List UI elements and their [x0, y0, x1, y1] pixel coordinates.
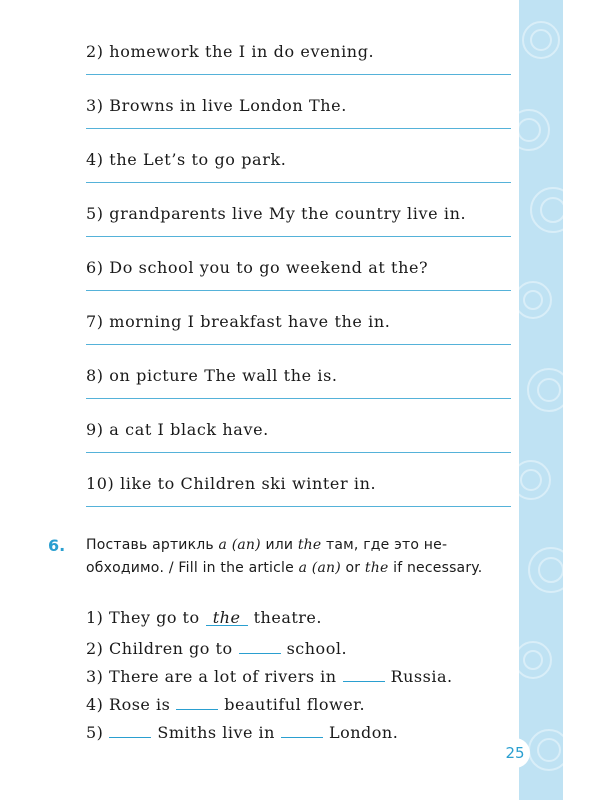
scrambled-sentence: 2) homework the I in do evening. — [86, 42, 375, 61]
scrambled-sentence: 4) the Let’s to go park. — [86, 150, 287, 169]
instruction-article: a — [298, 560, 308, 576]
answer-line[interactable] — [86, 290, 511, 291]
article-blank[interactable] — [281, 720, 323, 738]
scrambled-sentence: 6) Do school you to go weekend at the? — [86, 258, 429, 277]
instruction-text: if necessary. — [388, 560, 483, 576]
instruction-article: the — [364, 560, 389, 576]
item-text: school. — [286, 639, 348, 658]
item-number: 1) — [86, 608, 104, 627]
answer-line[interactable] — [86, 236, 511, 237]
fill-in-item — [86, 636, 347, 659]
instruction-article: a — [218, 537, 228, 553]
exercise-number: 6. — [48, 536, 66, 555]
item-text: They go to — [109, 608, 200, 627]
scrambled-sentence: 7) morning I breakfast have the in. — [86, 312, 391, 331]
item-text: beautiful flower. — [224, 695, 366, 714]
fill-in-item — [86, 664, 453, 687]
scrambled-sentence: 10) like to Children ski winter in. — [86, 474, 377, 493]
item-text: There are a lot of rivers in — [109, 667, 337, 686]
fill-in-item — [86, 720, 398, 743]
article-blank[interactable] — [239, 636, 281, 654]
answer-line[interactable] — [86, 182, 511, 183]
article-blank[interactable] — [343, 664, 385, 682]
article-blank[interactable]: the — [206, 608, 248, 626]
answer-line[interactable] — [86, 128, 511, 129]
answer-line[interactable] — [86, 344, 511, 345]
exercise-item — [86, 150, 514, 204]
fill-in-item — [86, 692, 365, 715]
exercise-item — [86, 258, 514, 312]
item-text: theatre. — [253, 608, 322, 627]
exercise-item — [86, 312, 514, 366]
item-number: 4) — [86, 695, 104, 714]
answer-line[interactable] — [86, 398, 511, 399]
instruction-text: or — [340, 560, 365, 576]
item-text: Rose is — [109, 695, 171, 714]
item-number: 2) — [86, 639, 104, 658]
decorative-side-band — [519, 0, 563, 800]
instruction-text: или — [260, 537, 298, 553]
answer-line[interactable] — [86, 452, 511, 453]
item-text: London. — [328, 723, 399, 742]
exercise-item — [86, 204, 514, 258]
item-number: 3) — [86, 667, 104, 686]
answer-line[interactable] — [86, 506, 511, 507]
article-blank[interactable] — [176, 692, 218, 710]
swirl-pattern-icon — [519, 0, 563, 800]
exercise-item — [86, 366, 514, 420]
instruction-article: the — [297, 537, 322, 553]
instruction-article: (an) — [231, 537, 261, 553]
article-blank[interactable] — [109, 720, 151, 738]
scrambled-sentence: 5) grandparents live My the country live in. — [86, 204, 467, 223]
item-number: 5) — [86, 723, 104, 742]
instruction-text: там, где это не-обходимо. / Fill in the article — [86, 537, 448, 576]
exercise-item — [86, 42, 514, 96]
fill-in-item — [86, 608, 322, 628]
page-number: 25 — [500, 738, 530, 768]
exercise-item — [86, 96, 514, 150]
scrambled-sentence: 9) a cat I black have. — [86, 420, 269, 439]
instruction-text: Поставь артикль — [86, 537, 219, 553]
item-text: Children go to — [109, 639, 233, 658]
answer-line[interactable] — [86, 74, 511, 75]
exercise-instruction — [86, 534, 518, 580]
scrambled-sentence: 8) on picture The wall the is. — [86, 366, 338, 385]
exercise-item — [86, 474, 514, 528]
item-text: Russia. — [390, 667, 453, 686]
exercise-item — [86, 420, 514, 474]
scrambled-sentence: 3) Browns in live London The. — [86, 96, 347, 115]
item-text: Smiths live in — [157, 723, 275, 742]
instruction-article: (an) — [311, 560, 341, 576]
